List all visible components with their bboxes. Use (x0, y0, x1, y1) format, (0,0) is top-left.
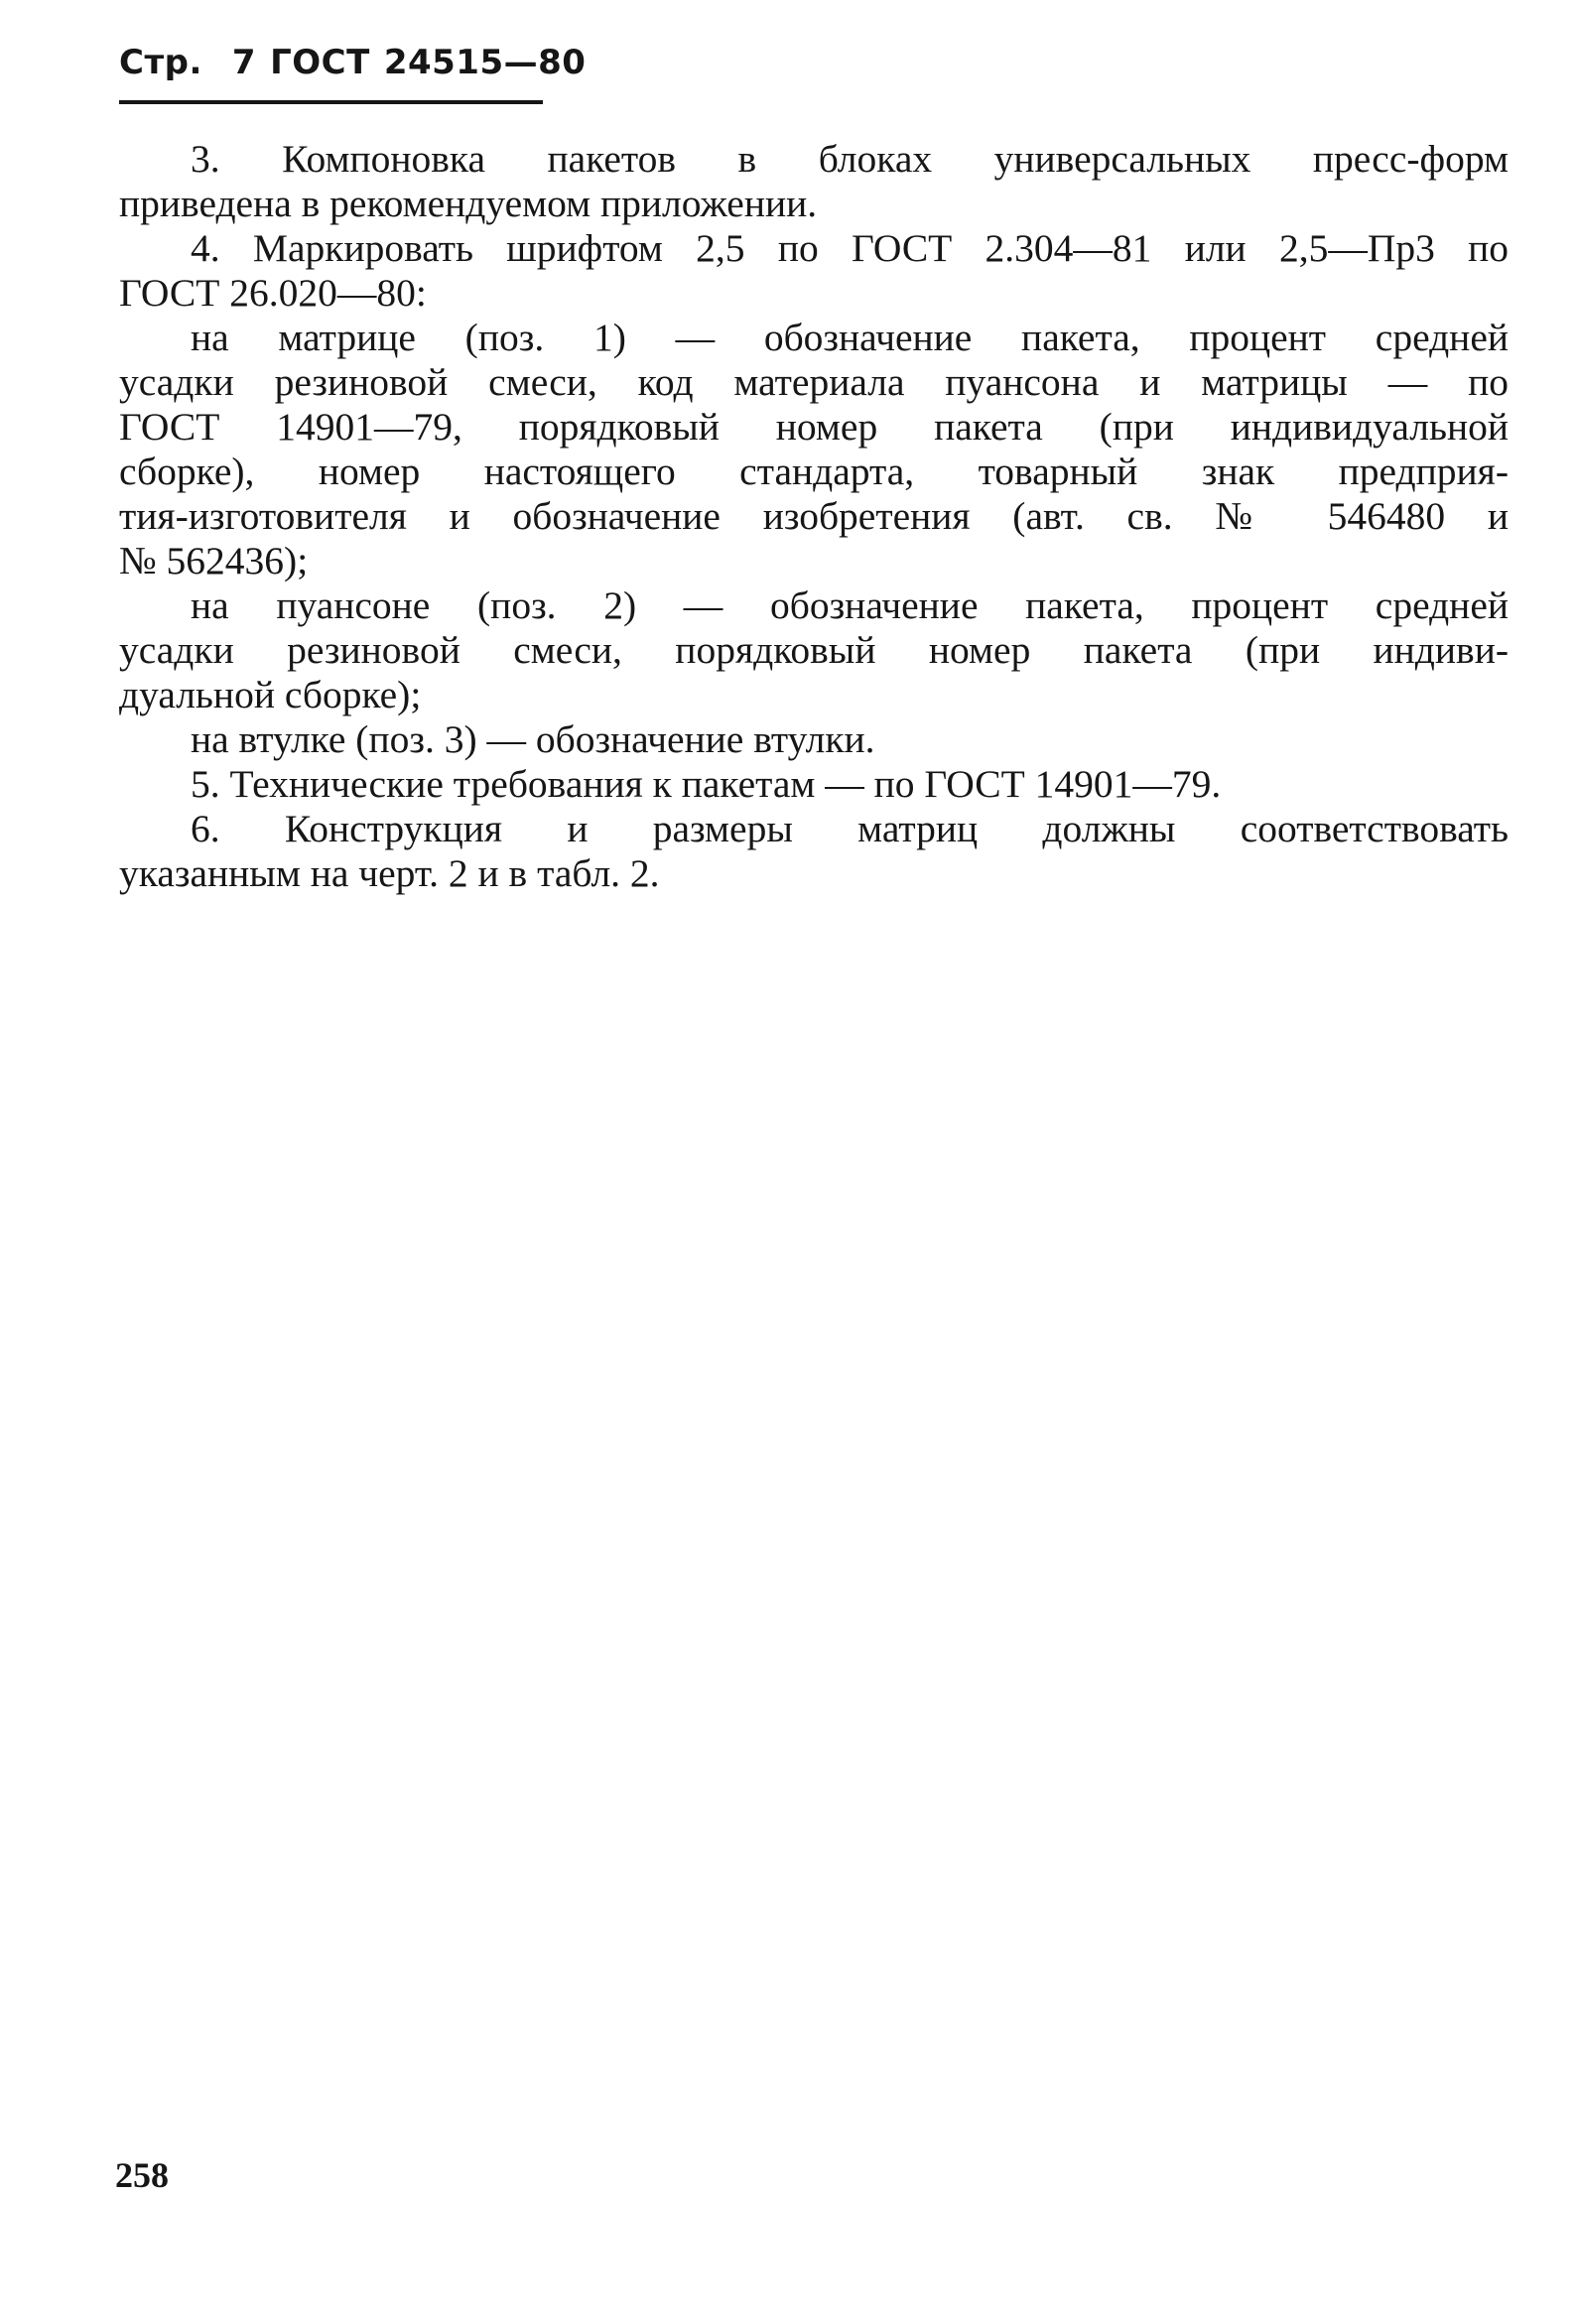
punch-marking-line-1: на пуансоне (поз. 2) — обозначение пакета, процент средней (191, 583, 1509, 627)
punch-marking-line-3: дуальной сборке); (119, 673, 422, 716)
paragraph-3-line-1: 3. Компоновка пакетов в блоках универсальных пресс-форм (191, 137, 1509, 181)
paragraph-6-line-1: 6. Конструкция и размеры матриц должны соответствовать (191, 807, 1509, 850)
paragraph-6-line-2: указанным на черт. 2 и в табл. 2. (119, 851, 660, 895)
matrix-marking-line-6: № 562436); (119, 539, 309, 582)
paragraph-4-line-2: ГОСТ 26.020—80: (119, 271, 427, 315)
matrix-marking-line-1: на матрице (поз. 1) — обозначение пакета, процент средней (191, 316, 1509, 359)
matrix-marking-line-5: тия-изготовителя и обозначение изобретения (авт. св. № 546480 и (119, 494, 1509, 538)
paragraph-4-line-1: 4. Маркировать шрифтом 2,5 по ГОСТ 2.304—81 или 2,5—Пр3 по (191, 226, 1509, 270)
bushing-marking-line: на втулке (поз. 3) — обозначение втулки. (191, 717, 875, 761)
punch-marking-line-2: усадки резиновой смеси, порядковый номер пакета (при индиви- (119, 628, 1509, 672)
body-text (119, 137, 1509, 896)
running-header (119, 43, 587, 82)
matrix-marking-line-3: ГОСТ 14901—79, порядковый номер пакета (при индивидуальной (119, 405, 1509, 449)
footer-page-number: 258 (115, 2155, 169, 2195)
matrix-marking-line-2: усадки резиновой смеси, код материала пуансона и матрицы — по (119, 360, 1509, 404)
header-page-number: 7 (231, 43, 257, 82)
header-standard-prefix: ГОСТ (270, 43, 370, 82)
header-standard-number: 24515—80 (383, 43, 587, 82)
header-page-label: Стр. (119, 43, 202, 82)
paragraph-5-line: 5. Технические требования к пакетам — по ГОСТ 14901—79. (191, 762, 1222, 806)
matrix-marking-line-4: сборке), номер настоящего стандарта, товарный знак предприя- (119, 450, 1509, 493)
paragraph-3-line-2: приведена в рекомендуемом приложении. (119, 182, 818, 225)
header-rule (119, 100, 543, 104)
